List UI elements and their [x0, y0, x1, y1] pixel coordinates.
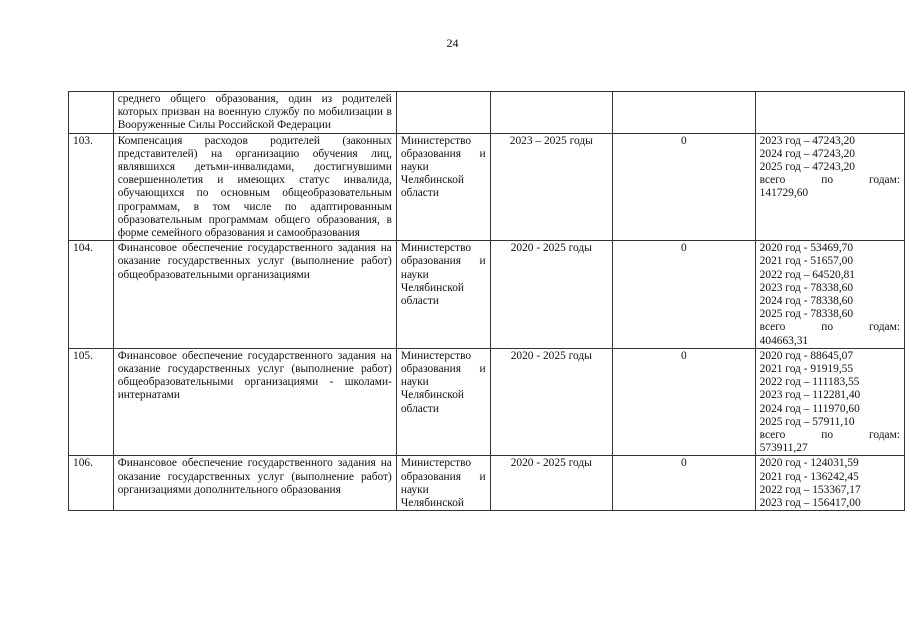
- row-col5-value: 0: [612, 348, 755, 456]
- cell-num: [69, 92, 114, 134]
- funding-line: 2022 год – 64520,81: [759, 268, 855, 281]
- funding-line: 573911,27: [759, 442, 808, 455]
- row-executor: Министерство образования и науки Челябинской области: [396, 348, 490, 456]
- funding-line: 404663,31: [759, 334, 809, 347]
- page-number: 24: [446, 36, 459, 50]
- row-funding: [755, 241, 904, 349]
- row-executor: Министерство образования и науки Челябинской области: [396, 133, 490, 241]
- row-period: 2020 - 2025 годы: [490, 456, 612, 511]
- table-row-continued: [69, 92, 905, 134]
- funding-line: 2020 год - 88645,07: [759, 349, 854, 362]
- row-col5-value: 0: [612, 241, 755, 349]
- funding-line: 2022 год – 153367,17: [759, 483, 861, 496]
- funding-line: 2021 год - 136242,45: [759, 470, 859, 483]
- table-row: [69, 133, 905, 241]
- row-period: 2020 - 2025 годы: [490, 348, 612, 456]
- row-period: 2023 – 2025 годы: [490, 133, 612, 241]
- funding-line: всего по годам:: [759, 429, 900, 442]
- funding-line: 2025 год – 47243,20: [759, 161, 855, 174]
- table-row: [69, 348, 905, 456]
- funding-line: всего по годам:: [759, 321, 900, 334]
- funding-line: 2022 год – 111183,55: [759, 376, 860, 389]
- row-number: 105.: [69, 348, 114, 456]
- row-description: Финансовое обеспечение государственного задания на оказание государственных услуг (выполнение работ) общеобразовательными организациями - школами-интернатами: [113, 348, 396, 456]
- row-col5-value: 0: [612, 456, 755, 511]
- row-funding: [755, 348, 904, 456]
- funding-line: 2025 год - 78338,60: [759, 308, 854, 321]
- program-table: [68, 91, 905, 511]
- row-number: 103.: [69, 133, 114, 241]
- row-description: Финансовое обеспечение государственного задания на оказание государственных услуг (выполнение работ) организациями дополнительного образования: [113, 456, 396, 511]
- row-executor: Министерство образования и науки Челябинской области: [396, 241, 490, 349]
- funding-line: 2021 год - 51657,00: [759, 255, 854, 268]
- row-description: Компенсация расходов родителей (законных представителей) на организацию обучения лиц, являвшихся детьми-инвалидами, достигнувшими совершеннолетия и имеющих статус инвалида, обучающихся по основным общеобразовательным программам, в том числе по адаптированным образовательным программам общего образования, в форме семейного образования и самообразования: [113, 133, 396, 241]
- table-row: [69, 241, 905, 349]
- funding-line: 2024 год – 111970,60: [759, 402, 860, 415]
- funding-line: 2023 год - 78338,60: [759, 281, 854, 294]
- funding-line: 2024 год - 78338,60: [759, 295, 854, 308]
- funding-line: 2023 год – 112281,40: [759, 389, 861, 402]
- row-number: 106.: [69, 456, 114, 511]
- funding-line: 2024 год – 47243,20: [759, 147, 855, 160]
- funding-line: 2020 год - 124031,59: [759, 457, 859, 470]
- row-number: 104.: [69, 241, 114, 349]
- row-col5-value: 0: [612, 133, 755, 241]
- funding-line: всего по годам:: [759, 174, 900, 187]
- table-row: [69, 456, 905, 511]
- cell-description: среднего общего образования, один из родителей которых призван на военную службу по мобилизации в Вооруженные Силы Российской Федерации: [113, 92, 396, 134]
- funding-line: 2025 год – 57911,10: [759, 415, 855, 428]
- funding-line: 2021 год - 91919,55: [759, 363, 854, 376]
- funding-line: 141729,60: [759, 187, 809, 200]
- row-description: Финансовое обеспечение государственного задания на оказание государственных услуг (выполнение работ) общеобразовательными организациями: [113, 241, 396, 349]
- row-funding: [755, 456, 904, 511]
- funding-line: 2023 год – 156417,00: [759, 497, 861, 510]
- funding-line: 2023 год – 47243,20: [759, 134, 855, 147]
- row-period: 2020 - 2025 годы: [490, 241, 612, 349]
- row-funding: [755, 133, 904, 241]
- funding-line: 2020 год - 53469,70: [759, 242, 854, 255]
- row-executor: Министерство образования и науки Челябинской: [396, 456, 490, 511]
